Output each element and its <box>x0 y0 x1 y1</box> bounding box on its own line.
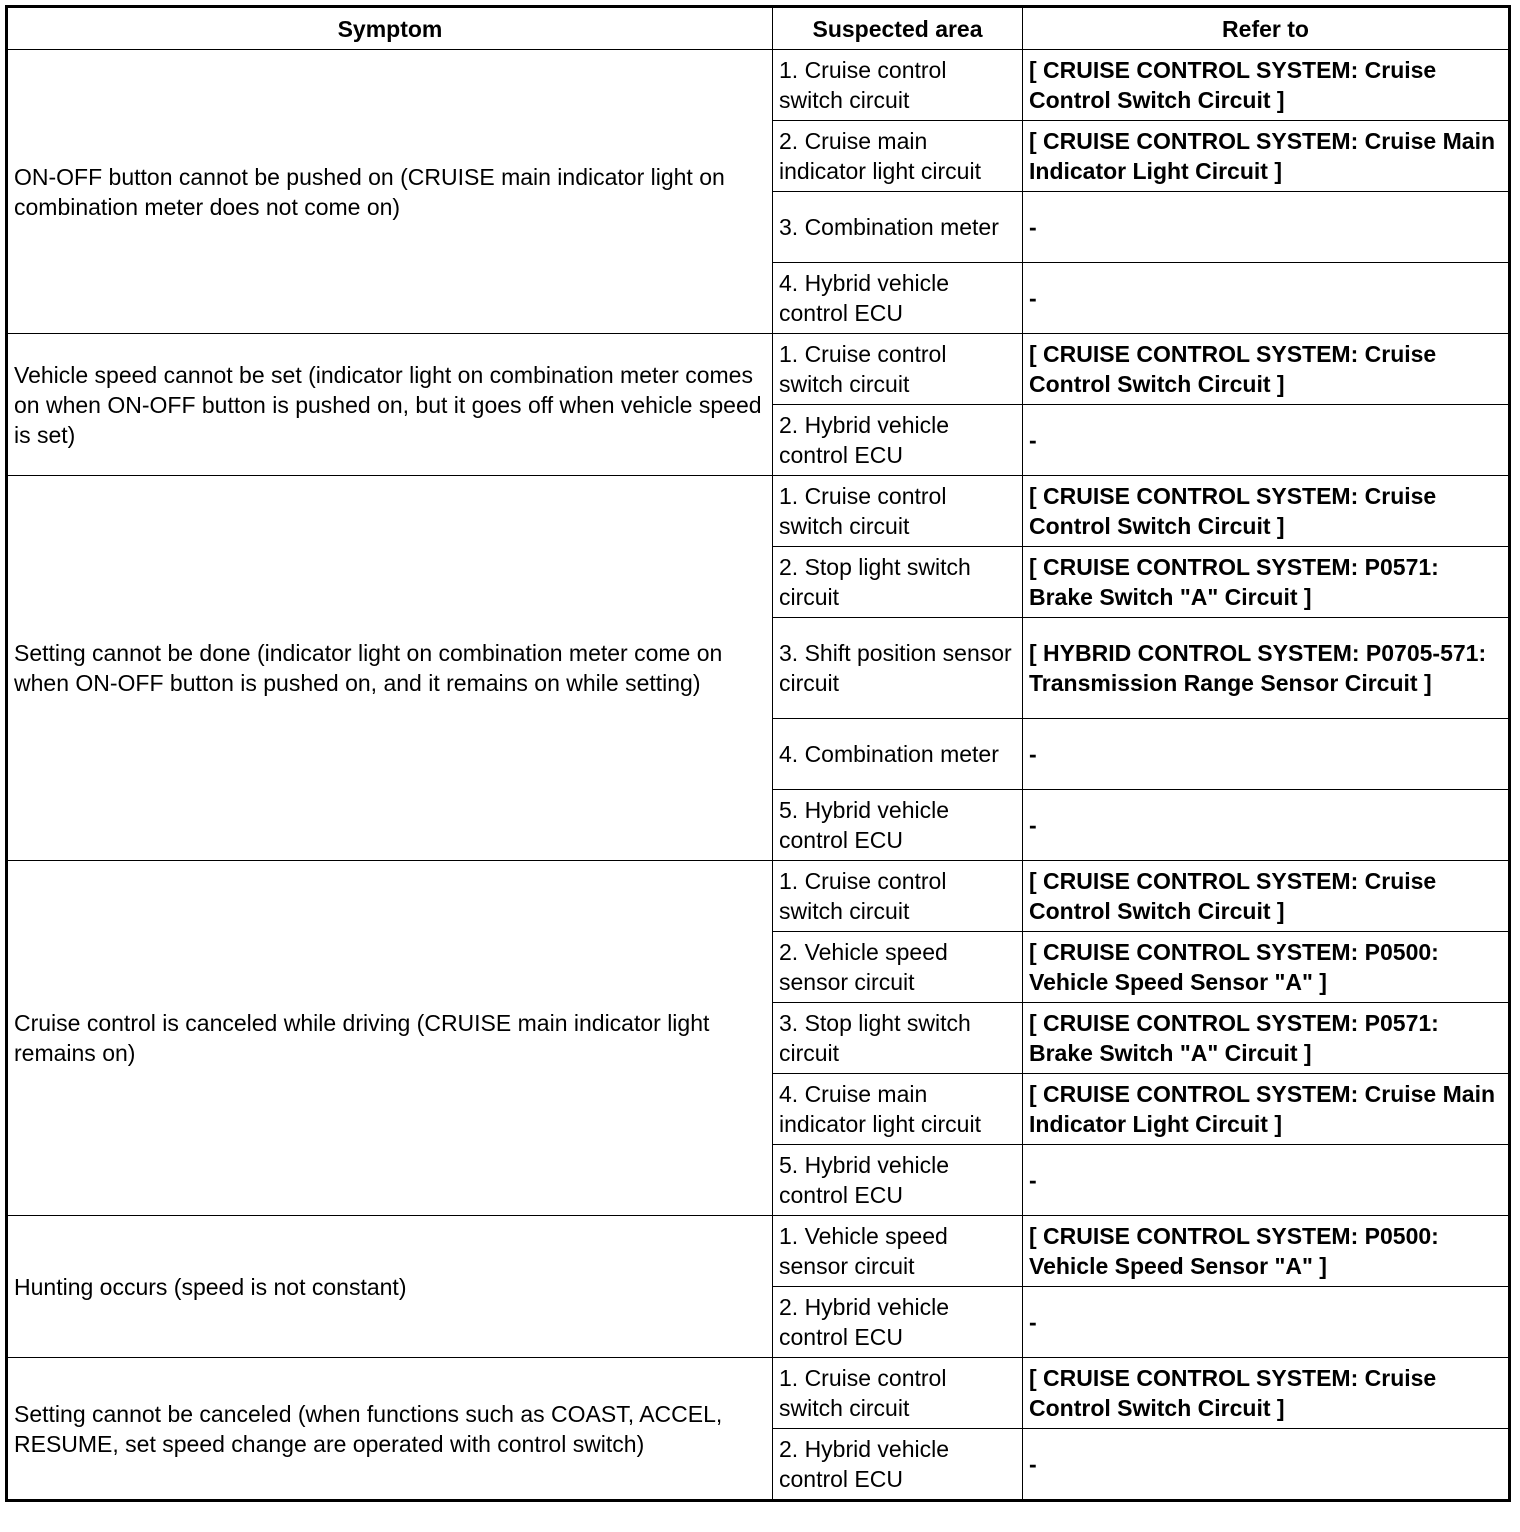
refer-to-cell: [ CRUISE CONTROL SYSTEM: Cruise Control Switch Circuit ] <box>1023 334 1510 405</box>
suspected-area-cell: 3. Stop light switch circuit <box>773 1003 1023 1074</box>
suspected-area-cell: 2. Stop light switch circuit <box>773 547 1023 618</box>
refer-to-cell: [ CRUISE CONTROL SYSTEM: Cruise Main Indicator Light Circuit ] <box>1023 1074 1510 1145</box>
symptom-cell: Hunting occurs (speed is not constant) <box>7 1216 773 1358</box>
refer-to-cell: [ CRUISE CONTROL SYSTEM: P0500: Vehicle Speed Sensor "A" ] <box>1023 932 1510 1003</box>
suspected-area-cell: 1. Cruise control switch circuit <box>773 334 1023 405</box>
header-row <box>7 7 1510 50</box>
refer-to-cell: - <box>1023 192 1510 263</box>
suspected-area-cell: 2. Vehicle speed sensor circuit <box>773 932 1023 1003</box>
suspected-area-cell: 1. Cruise control switch circuit <box>773 861 1023 932</box>
suspected-area-cell: 5. Hybrid vehicle control ECU <box>773 790 1023 861</box>
table-row <box>7 50 1510 121</box>
refer-to-cell: [ CRUISE CONTROL SYSTEM: Cruise Control Switch Circuit ] <box>1023 476 1510 547</box>
suspected-area-cell: 2. Cruise main indicator light circuit <box>773 121 1023 192</box>
refer-to-cell: - <box>1023 1145 1510 1216</box>
table-row <box>7 476 1510 547</box>
refer-to-cell: [ CRUISE CONTROL SYSTEM: Cruise Main Indicator Light Circuit ] <box>1023 121 1510 192</box>
table-row <box>7 1358 1510 1429</box>
table-row <box>7 861 1510 932</box>
header-suspected-area: Suspected area <box>773 7 1023 50</box>
refer-to-cell: - <box>1023 719 1510 790</box>
table-row <box>7 334 1510 405</box>
suspected-area-cell: 4. Hybrid vehicle control ECU <box>773 263 1023 334</box>
symptom-cell: Vehicle speed cannot be set (indicator light on combination meter comes on when ON-OFF button is pushed on, but it goes off when vehicle speed is set) <box>7 334 773 476</box>
refer-to-cell: - <box>1023 1287 1510 1358</box>
refer-to-cell: - <box>1023 790 1510 861</box>
suspected-area-cell: 4. Combination meter <box>773 719 1023 790</box>
refer-to-cell: - <box>1023 405 1510 476</box>
suspected-area-cell: 1. Cruise control switch circuit <box>773 50 1023 121</box>
refer-to-cell: [ CRUISE CONTROL SYSTEM: P0500: Vehicle Speed Sensor "A" ] <box>1023 1216 1510 1287</box>
suspected-area-cell: 1. Cruise control switch circuit <box>773 476 1023 547</box>
header-symptom: Symptom <box>7 7 773 50</box>
suspected-area-cell: 4. Cruise main indicator light circuit <box>773 1074 1023 1145</box>
refer-to-cell: - <box>1023 1429 1510 1501</box>
suspected-area-cell: 2. Hybrid vehicle control ECU <box>773 1429 1023 1501</box>
suspected-area-cell: 2. Hybrid vehicle control ECU <box>773 405 1023 476</box>
suspected-area-cell: 2. Hybrid vehicle control ECU <box>773 1287 1023 1358</box>
refer-to-cell: [ CRUISE CONTROL SYSTEM: Cruise Control Switch Circuit ] <box>1023 1358 1510 1429</box>
refer-to-cell: [ CRUISE CONTROL SYSTEM: Cruise Control Switch Circuit ] <box>1023 861 1510 932</box>
table-body <box>7 50 1510 1501</box>
symptom-cell: Setting cannot be canceled (when functions such as COAST, ACCEL, RESUME, set speed change are operated with control switch) <box>7 1358 773 1501</box>
refer-to-cell: [ CRUISE CONTROL SYSTEM: P0571: Brake Switch "A" Circuit ] <box>1023 547 1510 618</box>
troubleshooting-table <box>5 5 1511 1502</box>
refer-to-cell: [ CRUISE CONTROL SYSTEM: Cruise Control Switch Circuit ] <box>1023 50 1510 121</box>
symptom-cell: Cruise control is canceled while driving (CRUISE main indicator light remains on) <box>7 861 773 1216</box>
suspected-area-cell: 1. Cruise control switch circuit <box>773 1358 1023 1429</box>
refer-to-cell: [ CRUISE CONTROL SYSTEM: P0571: Brake Switch "A" Circuit ] <box>1023 1003 1510 1074</box>
symptom-cell: ON-OFF button cannot be pushed on (CRUISE main indicator light on combination meter does not come on) <box>7 50 773 334</box>
suspected-area-cell: 3. Combination meter <box>773 192 1023 263</box>
table-row <box>7 1216 1510 1287</box>
refer-to-cell: [ HYBRID CONTROL SYSTEM: P0705-571: Transmission Range Sensor Circuit ] <box>1023 618 1510 719</box>
symptom-cell: Setting cannot be done (indicator light on combination meter come on when ON-OFF button is pushed on, and it remains on while setting) <box>7 476 773 861</box>
refer-to-cell: - <box>1023 263 1510 334</box>
suspected-area-cell: 5. Hybrid vehicle control ECU <box>773 1145 1023 1216</box>
suspected-area-cell: 3. Shift position sensor circuit <box>773 618 1023 719</box>
suspected-area-cell: 1. Vehicle speed sensor circuit <box>773 1216 1023 1287</box>
header-refer-to: Refer to <box>1023 7 1510 50</box>
